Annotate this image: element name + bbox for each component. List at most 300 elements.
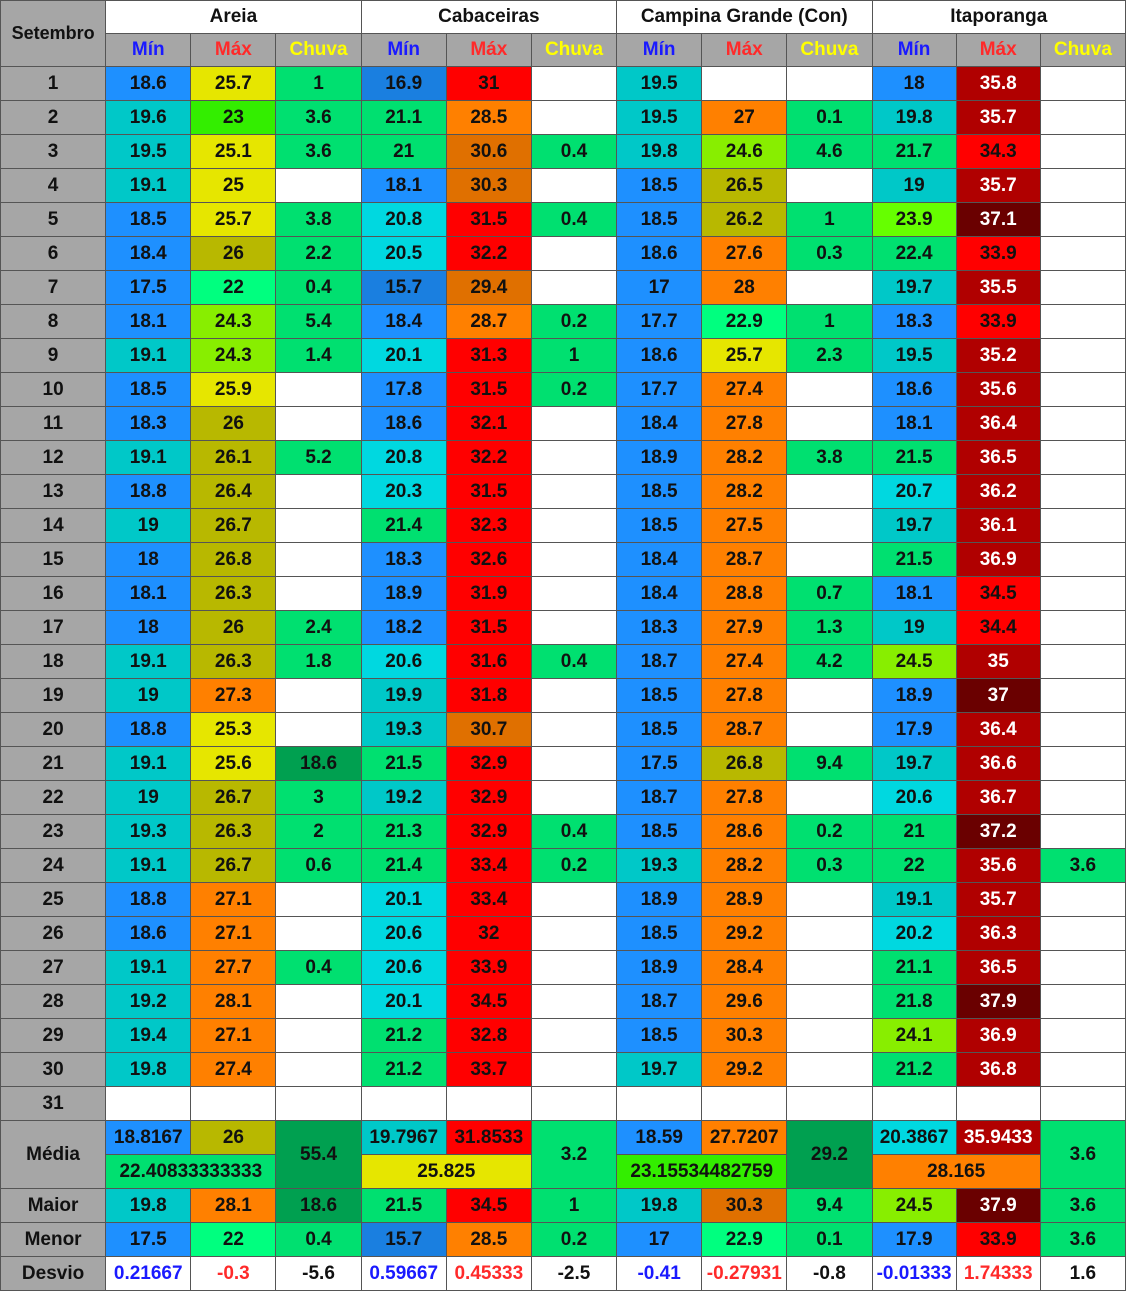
cell-chuva: [1040, 679, 1125, 713]
cell-chuva: 0.2: [531, 305, 616, 339]
cell-max: 36.8: [956, 1053, 1040, 1087]
cell-chuva: 3.6: [276, 101, 361, 135]
day-number: 26: [1, 917, 106, 951]
cell-chuva: 1: [531, 339, 616, 373]
desvio-min: -0.41: [617, 1257, 702, 1291]
cell-min: 19.5: [617, 67, 702, 101]
cell-max: 27.3: [191, 679, 276, 713]
cell-min: 20.2: [872, 917, 956, 951]
cell-chuva: [787, 713, 872, 747]
desvio-label: Desvio: [1, 1257, 106, 1291]
cell-min: 18.9: [617, 951, 702, 985]
menor-min: 17: [617, 1223, 702, 1257]
cell-chuva: 0.4: [531, 135, 616, 169]
cell-chuva: [531, 271, 616, 305]
cell-max: 30.3: [702, 1019, 787, 1053]
table-row: [1, 101, 1126, 135]
cell-chuva: 1: [787, 203, 872, 237]
sub-header-min: Mín: [361, 34, 446, 67]
cell-min: 18.3: [106, 407, 191, 441]
cell-chuva: 1: [787, 305, 872, 339]
cell-chuva: [1040, 815, 1125, 849]
station-header-campina-grande: Campina Grande (Con): [617, 1, 872, 34]
cell-max: 35.7: [956, 169, 1040, 203]
menor-max: 22: [191, 1223, 276, 1257]
cell-chuva: [531, 101, 616, 135]
cell-chuva: 4.2: [787, 645, 872, 679]
cell-max: 26: [191, 611, 276, 645]
cell-max: 36.5: [956, 441, 1040, 475]
cell-max: 24.6: [702, 135, 787, 169]
cell-min: 20.1: [361, 339, 446, 373]
cell-chuva: [787, 1053, 872, 1087]
cell-max: 27.6: [702, 237, 787, 271]
cell-max: [702, 1087, 787, 1121]
cell-max: 31.3: [446, 339, 531, 373]
sub-header-min: Mín: [872, 34, 956, 67]
cell-max: 28.2: [702, 849, 787, 883]
sub-header-min: Mín: [617, 34, 702, 67]
cell-min: 18.1: [361, 169, 446, 203]
cell-chuva: [1040, 645, 1125, 679]
cell-chuva: [531, 781, 616, 815]
cell-min: 18.6: [106, 67, 191, 101]
cell-min: 21: [361, 135, 446, 169]
cell-max: 36.9: [956, 1019, 1040, 1053]
cell-max: 28.7: [702, 713, 787, 747]
cell-min: 19.8: [617, 135, 702, 169]
cell-chuva: [276, 373, 361, 407]
cell-max: 32: [446, 917, 531, 951]
cell-max: 25.6: [191, 747, 276, 781]
cell-chuva: [276, 985, 361, 1019]
desvio-min: 0.21667: [106, 1257, 191, 1291]
sub-header-chuva: Chuva: [276, 34, 361, 67]
cell-min: 21.3: [361, 815, 446, 849]
cell-min: 19.3: [106, 815, 191, 849]
cell-chuva: 4.6: [787, 135, 872, 169]
maior-chuva: 9.4: [787, 1189, 872, 1223]
cell-max: 32.9: [446, 781, 531, 815]
cell-max: 28.2: [702, 475, 787, 509]
cell-min: 18.7: [617, 985, 702, 1019]
cell-max: 30.6: [446, 135, 531, 169]
day-number: 5: [1, 203, 106, 237]
cell-max: 23: [191, 101, 276, 135]
cell-chuva: 0.1: [787, 101, 872, 135]
cell-min: 19.1: [106, 747, 191, 781]
cell-min: 18.6: [617, 237, 702, 271]
cell-min: 19.8: [106, 1053, 191, 1087]
cell-chuva: 0.4: [276, 951, 361, 985]
cell-max: 28.2: [702, 441, 787, 475]
cell-min: 18.6: [617, 339, 702, 373]
table-row: [1, 849, 1126, 883]
media-chuva: 55.4: [276, 1121, 361, 1189]
cell-max: 31.5: [446, 203, 531, 237]
cell-chuva: 3.8: [276, 203, 361, 237]
maior-chuva: 3.6: [1040, 1189, 1125, 1223]
cell-max: 28.7: [446, 305, 531, 339]
menor-chuva: 3.6: [1040, 1223, 1125, 1257]
cell-max: 28.8: [702, 577, 787, 611]
cell-min: 21.2: [361, 1019, 446, 1053]
cell-max: 27.4: [191, 1053, 276, 1087]
media-min: 20.3867: [872, 1121, 956, 1155]
cell-min: 18.3: [617, 611, 702, 645]
cell-chuva: [531, 611, 616, 645]
table-row: [1, 713, 1126, 747]
cell-max: 28.1: [191, 985, 276, 1019]
cell-min: 20.8: [361, 203, 446, 237]
cell-min: 19.5: [617, 101, 702, 135]
table-row: [1, 237, 1126, 271]
cell-chuva: [276, 1019, 361, 1053]
cell-max: 24.3: [191, 305, 276, 339]
cell-max: [446, 1087, 531, 1121]
media-chuva: 3.2: [531, 1121, 616, 1189]
cell-max: 29.6: [702, 985, 787, 1019]
cell-chuva: [787, 917, 872, 951]
cell-min: 17.7: [617, 373, 702, 407]
cell-max: 36.5: [956, 951, 1040, 985]
cell-min: 20.6: [361, 645, 446, 679]
cell-chuva: [1040, 713, 1125, 747]
cell-min: [617, 1087, 702, 1121]
cell-min: 18.6: [872, 373, 956, 407]
menor-chuva: 0.2: [531, 1223, 616, 1257]
media-row: [1, 1121, 1126, 1155]
day-number: 22: [1, 781, 106, 815]
cell-min: 18.1: [106, 577, 191, 611]
day-number: 9: [1, 339, 106, 373]
cell-min: 24.5: [872, 645, 956, 679]
cell-min: 21.2: [872, 1053, 956, 1087]
cell-chuva: [1040, 169, 1125, 203]
cell-max: 33.4: [446, 883, 531, 917]
cell-min: 24.1: [872, 1019, 956, 1053]
menor-row: [1, 1223, 1126, 1257]
day-number: 27: [1, 951, 106, 985]
cell-max: 26.3: [191, 645, 276, 679]
cell-min: 18.5: [617, 815, 702, 849]
cell-min: [106, 1087, 191, 1121]
cell-max: 35: [956, 645, 1040, 679]
desvio-max: -0.27931: [702, 1257, 787, 1291]
cell-chuva: [531, 951, 616, 985]
day-number: 31: [1, 1087, 106, 1121]
cell-chuva: [787, 679, 872, 713]
cell-min: 17.5: [106, 271, 191, 305]
day-number: 19: [1, 679, 106, 713]
cell-min: 18.6: [361, 407, 446, 441]
cell-min: 22: [872, 849, 956, 883]
cell-max: 37.2: [956, 815, 1040, 849]
day-number: 4: [1, 169, 106, 203]
day-number: 7: [1, 271, 106, 305]
day-number: 29: [1, 1019, 106, 1053]
cell-chuva: [276, 883, 361, 917]
cell-max: 27.8: [702, 407, 787, 441]
cell-max: 28.4: [702, 951, 787, 985]
cell-max: 26.3: [191, 815, 276, 849]
cell-max: 35.5: [956, 271, 1040, 305]
cell-min: 19.3: [617, 849, 702, 883]
cell-max: 35.6: [956, 849, 1040, 883]
cell-min: 18.6: [106, 917, 191, 951]
cell-min: 18.4: [361, 305, 446, 339]
sub-header-chuva: Chuva: [1040, 34, 1125, 67]
cell-chuva: 0.4: [276, 271, 361, 305]
table-row: [1, 645, 1126, 679]
cell-max: 35.2: [956, 339, 1040, 373]
cell-chuva: [276, 543, 361, 577]
cell-max: 31.9: [446, 577, 531, 611]
cell-min: 18: [872, 67, 956, 101]
media-label: Média: [1, 1121, 106, 1189]
cell-min: 19.1: [106, 441, 191, 475]
cell-min: 19.5: [106, 135, 191, 169]
cell-chuva: [276, 1087, 361, 1121]
cell-min: 19.2: [106, 985, 191, 1019]
cell-max: 33.9: [446, 951, 531, 985]
cell-max: 36.4: [956, 407, 1040, 441]
cell-min: 19.4: [106, 1019, 191, 1053]
sub-header-chuva: Chuva: [531, 34, 616, 67]
cell-chuva: 0.2: [531, 373, 616, 407]
cell-max: 29.2: [702, 917, 787, 951]
day-number: 16: [1, 577, 106, 611]
cell-chuva: 0.4: [531, 203, 616, 237]
table-row: [1, 577, 1126, 611]
desvio-max: 1.74333: [956, 1257, 1040, 1291]
cell-max: 28.9: [702, 883, 787, 917]
cell-min: 21.5: [361, 747, 446, 781]
cell-max: 32.2: [446, 441, 531, 475]
cell-max: 36.3: [956, 917, 1040, 951]
cell-min: 19.7: [872, 509, 956, 543]
cell-chuva: [1040, 305, 1125, 339]
cell-max: 35.7: [956, 883, 1040, 917]
menor-chuva: 0.1: [787, 1223, 872, 1257]
cell-min: 19.7: [617, 1053, 702, 1087]
cell-chuva: [787, 373, 872, 407]
table-row: [1, 747, 1126, 781]
day-number: 10: [1, 373, 106, 407]
table-body: [1, 1, 1126, 1291]
table-row: [1, 67, 1126, 101]
cell-min: 20.1: [361, 883, 446, 917]
cell-chuva: [531, 713, 616, 747]
cell-min: 19.6: [106, 101, 191, 135]
cell-max: 36.2: [956, 475, 1040, 509]
cell-min: 18.5: [106, 373, 191, 407]
cell-max: 28.7: [702, 543, 787, 577]
menor-max: 22.9: [702, 1223, 787, 1257]
cell-max: 26.4: [191, 475, 276, 509]
day-number: 11: [1, 407, 106, 441]
cell-max: 32.8: [446, 1019, 531, 1053]
cell-max: 26.2: [702, 203, 787, 237]
cell-min: 19: [106, 781, 191, 815]
cell-chuva: [531, 475, 616, 509]
cell-min: 19.3: [361, 713, 446, 747]
cell-min: 18.7: [617, 645, 702, 679]
cell-chuva: [787, 883, 872, 917]
cell-chuva: [531, 407, 616, 441]
sub-header-max: Máx: [191, 34, 276, 67]
cell-min: 21.7: [872, 135, 956, 169]
day-number: 12: [1, 441, 106, 475]
cell-min: 22.4: [872, 237, 956, 271]
cell-max: 26.7: [191, 781, 276, 815]
cell-min: 18.3: [361, 543, 446, 577]
cell-max: 26.3: [191, 577, 276, 611]
cell-max: 33.9: [956, 305, 1040, 339]
cell-max: 26.8: [191, 543, 276, 577]
cell-max: 26.5: [702, 169, 787, 203]
desvio-row: [1, 1257, 1126, 1291]
day-number: 3: [1, 135, 106, 169]
cell-chuva: [1040, 67, 1125, 101]
cell-chuva: [1040, 373, 1125, 407]
cell-chuva: [531, 543, 616, 577]
day-number: 24: [1, 849, 106, 883]
cell-min: 21.4: [361, 849, 446, 883]
cell-chuva: [276, 475, 361, 509]
maior-min: 24.5: [872, 1189, 956, 1223]
cell-min: 21.2: [361, 1053, 446, 1087]
cell-min: 19.1: [872, 883, 956, 917]
cell-chuva: [1040, 135, 1125, 169]
day-number: 28: [1, 985, 106, 1019]
cell-max: 30.7: [446, 713, 531, 747]
media-max: 35.9433: [956, 1121, 1040, 1155]
cell-chuva: [787, 509, 872, 543]
cell-min: 20.3: [361, 475, 446, 509]
cell-chuva: [1040, 1053, 1125, 1087]
cell-chuva: [276, 169, 361, 203]
cell-max: 28: [702, 271, 787, 305]
cell-chuva: 0.2: [787, 815, 872, 849]
media-min: 19.7967: [361, 1121, 446, 1155]
table-row: [1, 985, 1126, 1019]
desvio-chuva: -5.6: [276, 1257, 361, 1291]
cell-chuva: 0.3: [787, 849, 872, 883]
cell-max: 25.7: [191, 203, 276, 237]
station-header-areia: Areia: [106, 1, 361, 34]
cell-chuva: [276, 917, 361, 951]
cell-max: 32.1: [446, 407, 531, 441]
cell-max: 31.5: [446, 373, 531, 407]
cell-min: 18.2: [361, 611, 446, 645]
cell-chuva: [1040, 611, 1125, 645]
cell-max: 28.5: [446, 101, 531, 135]
cell-chuva: [1040, 985, 1125, 1019]
cell-chuva: [276, 713, 361, 747]
cell-min: 20.7: [872, 475, 956, 509]
cell-chuva: 0.6: [276, 849, 361, 883]
cell-max: [702, 67, 787, 101]
cell-max: 31.5: [446, 475, 531, 509]
cell-max: 31.6: [446, 645, 531, 679]
desvio-min: 0.59667: [361, 1257, 446, 1291]
cell-max: 37: [956, 679, 1040, 713]
sub-header-min: Mín: [106, 34, 191, 67]
cell-min: 18.9: [361, 577, 446, 611]
cell-min: 17.9: [872, 713, 956, 747]
cell-min: 18.4: [106, 237, 191, 271]
cell-min: 19.1: [106, 849, 191, 883]
table-row: [1, 543, 1126, 577]
cell-min: 17.7: [617, 305, 702, 339]
media-chuva: 29.2: [787, 1121, 872, 1189]
day-number: 30: [1, 1053, 106, 1087]
media-avg: 28.165: [872, 1155, 1040, 1189]
cell-chuva: 1.3: [787, 611, 872, 645]
cell-max: [956, 1087, 1040, 1121]
desvio-max: 0.45333: [446, 1257, 531, 1291]
maior-min: 19.8: [617, 1189, 702, 1223]
cell-chuva: [1040, 407, 1125, 441]
cell-max: 32.9: [446, 815, 531, 849]
cell-chuva: [1040, 475, 1125, 509]
cell-max: 37.9: [956, 985, 1040, 1019]
cell-min: 18.8: [106, 883, 191, 917]
cell-chuva: 18.6: [276, 747, 361, 781]
menor-min: 17.5: [106, 1223, 191, 1257]
cell-max: 31.8: [446, 679, 531, 713]
maior-max: 30.3: [702, 1189, 787, 1223]
cell-chuva: 0.7: [787, 577, 872, 611]
cell-chuva: [276, 509, 361, 543]
day-number: 23: [1, 815, 106, 849]
cell-chuva: [787, 1087, 872, 1121]
cell-min: 19.7: [872, 747, 956, 781]
day-number: 14: [1, 509, 106, 543]
media-min: 18.59: [617, 1121, 702, 1155]
cell-min: 19.1: [106, 169, 191, 203]
cell-chuva: [276, 1053, 361, 1087]
cell-max: 34.5: [956, 577, 1040, 611]
cell-min: 18.9: [617, 883, 702, 917]
cell-chuva: [531, 917, 616, 951]
table-row: [1, 475, 1126, 509]
media-avg: 22.40833333333: [106, 1155, 276, 1189]
cell-chuva: [1040, 339, 1125, 373]
cell-chuva: [1040, 271, 1125, 305]
cell-chuva: 0.2: [531, 849, 616, 883]
cell-min: 19.8: [872, 101, 956, 135]
cell-min: 18.4: [617, 407, 702, 441]
cell-min: 18.9: [872, 679, 956, 713]
table-row: [1, 271, 1126, 305]
maior-max: 28.1: [191, 1189, 276, 1223]
cell-chuva: [531, 985, 616, 1019]
day-number: 25: [1, 883, 106, 917]
cell-max: 27.9: [702, 611, 787, 645]
cell-min: 18.3: [872, 305, 956, 339]
maior-row: [1, 1189, 1126, 1223]
cell-min: 19: [106, 509, 191, 543]
cell-chuva: 0.4: [531, 815, 616, 849]
table-row: [1, 883, 1126, 917]
desvio-min: -0.01333: [872, 1257, 956, 1291]
cell-max: 29.2: [702, 1053, 787, 1087]
cell-max: 36.1: [956, 509, 1040, 543]
cell-max: 29.4: [446, 271, 531, 305]
cell-min: 19.2: [361, 781, 446, 815]
